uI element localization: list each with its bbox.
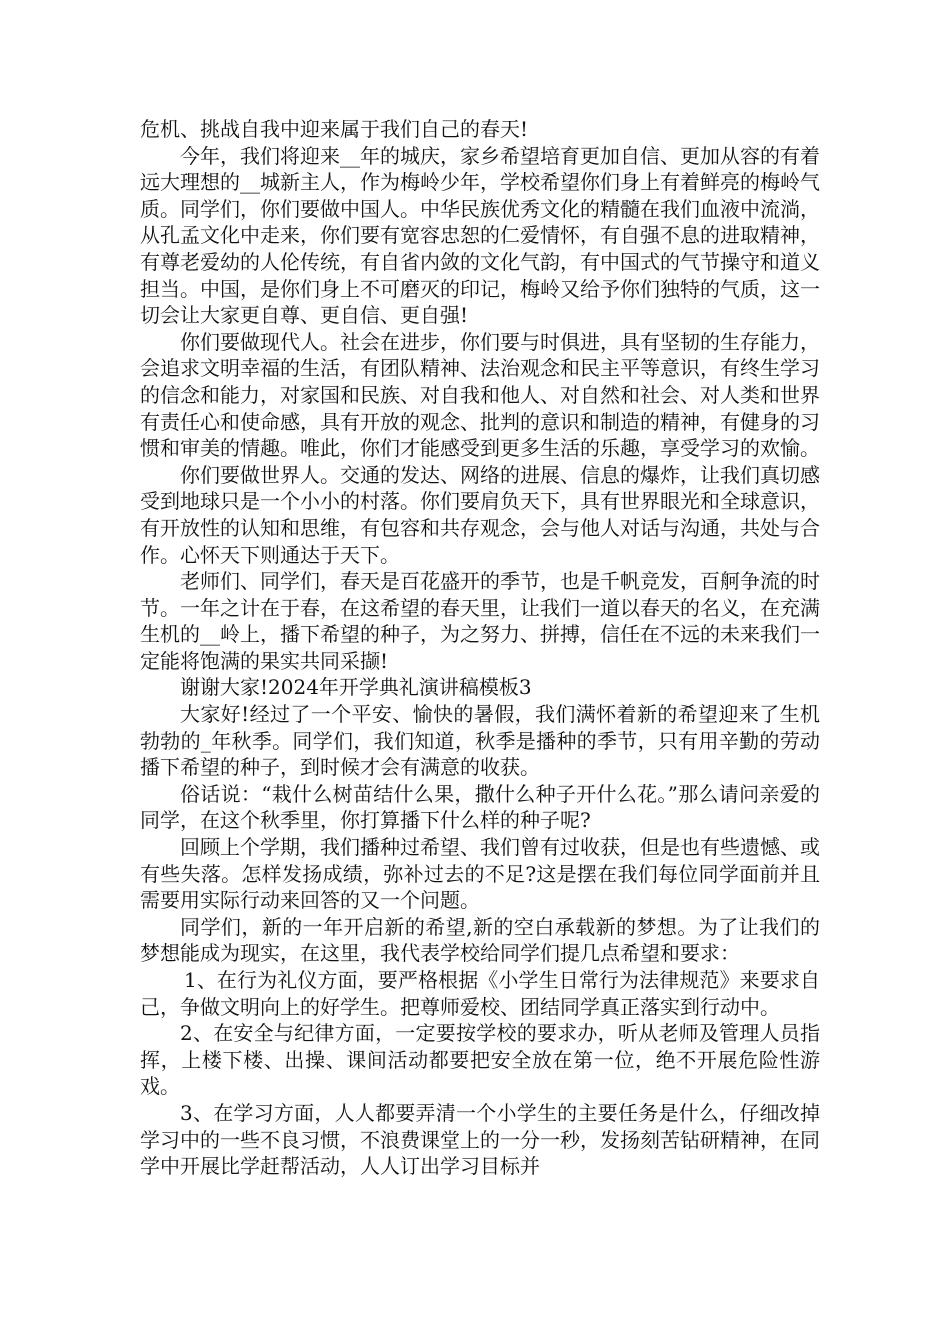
paragraph: 俗话说：“栽什么树苗结什么果，撒什么种子开什么花。”那么请问亲爱的同学，在这个秋季里，你打算播下什么样的种子呢? [140,781,820,833]
list-item: 3、在学习方面，人人都要弄清一个小学生的主要任务是什么，仔细改掉学习中的一些不良习惯，不浪费课堂上的一分一秒，发扬刻苦钻研精神，在同学中开展比学赶帮活动，人人订出学习目标并 [140,1100,820,1179]
paragraph: 你们要做现代人。社会在进步，你们要与时俱进，具有坚韧的生存能力，会追求文明幸福的生活，有团队精神、法治观念和民主平等意识，有终生学习的信念和能力，对家国和民族、对自我和他人、对自然和社会、对人类和世界有责任心和使命感，具有开放的观念、批判的意识和制造的精神，有健身的习惯和审美的情趣。唯此，你们才能感受到更多生活的乐趣，享受学习的欢愉。 [140,329,820,461]
paragraph: 同学们，新的一年开启新的希望,新的空白承载新的梦想。为了让我们的梦想能成为现实，在这里，我代表学校给同学们提几点希望和要求： [140,914,820,966]
paragraph: 你们要做世界人。交通的发达、网络的进展、信息的爆炸，让我们真切感受到地球只是一个小小的村落。你们要肩负天下，具有世界眼光和全球意识，有开放性的认知和思维，有包容和共存观念，会与他人对话与沟通，共处与合作。心怀天下则通达于天下。 [140,462,820,567]
paragraph: 大家好!经过了一个平安、愉快的暑假，我们满怀着新的希望迎来了生机勃勃的_年秋季。同学们，我们知道，秋季是播种的季节，只有用辛勤的劳动播下希望的种子，到时候才会有满意的收获。 [140,702,820,780]
list-item: 1、在行为礼仪方面，要严格根据《小学生日常行为法律规范》来要求自己，争做文明向上的好学生。把尊师爱校、团结同学真正落实到行动中。 [140,968,820,1019]
paragraph: 回顾上个学期，我们播种过希望、我们曾有过收获，但是也有些遗憾、或有些失落。怎样发扬成绩，弥补过去的不足?这是摆在我们每位同学面前并且需要用实际行动来回答的又一个问题。 [140,835,820,913]
paragraph-continuation: 危机、挑战自我中迎来属于我们自己的春天! [140,117,529,141]
paragraph: 老师们、同学们，春天是百花盛开的季节，也是千帆竞发，百舸争流的时节。一年之计在于春，在这希望的春天里，让我们一道以春天的名义，在充满生机的__岭上，播下希望的种子，为之努力、拼搏，信任在不远的未来我们一定能将饱满的果实共同采撷! [140,569,820,673]
paragraph: 今年，我们将迎来__年的城庆，家乡希望培育更加自信、更加从容的有着远大理想的__城新主人，作为梅岭少年，学校希望你们身上有着鲜亮的梅岭气质。同学们，你们要做中国人。中华民族优秀文化的精髓在我们血液中流淌，从孔孟文化中走来，你们要有宽容忠恕的仁爱情怀，有自强不息的进取精神，有尊老爱幼的人伦传统，有自省内敛的文化气韵，有中国式的气节操守和道义担当。中国，是你们身上不可磨灭的印记，梅岭又给予你们独特的气质，这一切会让大家更自尊、更自信、更自强! [140,143,820,328]
section-heading: 谢谢大家!2024年开学典礼演讲稿模板3 [180,675,532,700]
list-item: 2、在安全与纪律方面，一定要按学校的要求办，听从老师及管理人员指挥，上楼下楼、出操、课间活动都要把安全放在第一位，绝不开展危险性游戏。 [140,1021,820,1099]
document-page [140,116,820,1180]
